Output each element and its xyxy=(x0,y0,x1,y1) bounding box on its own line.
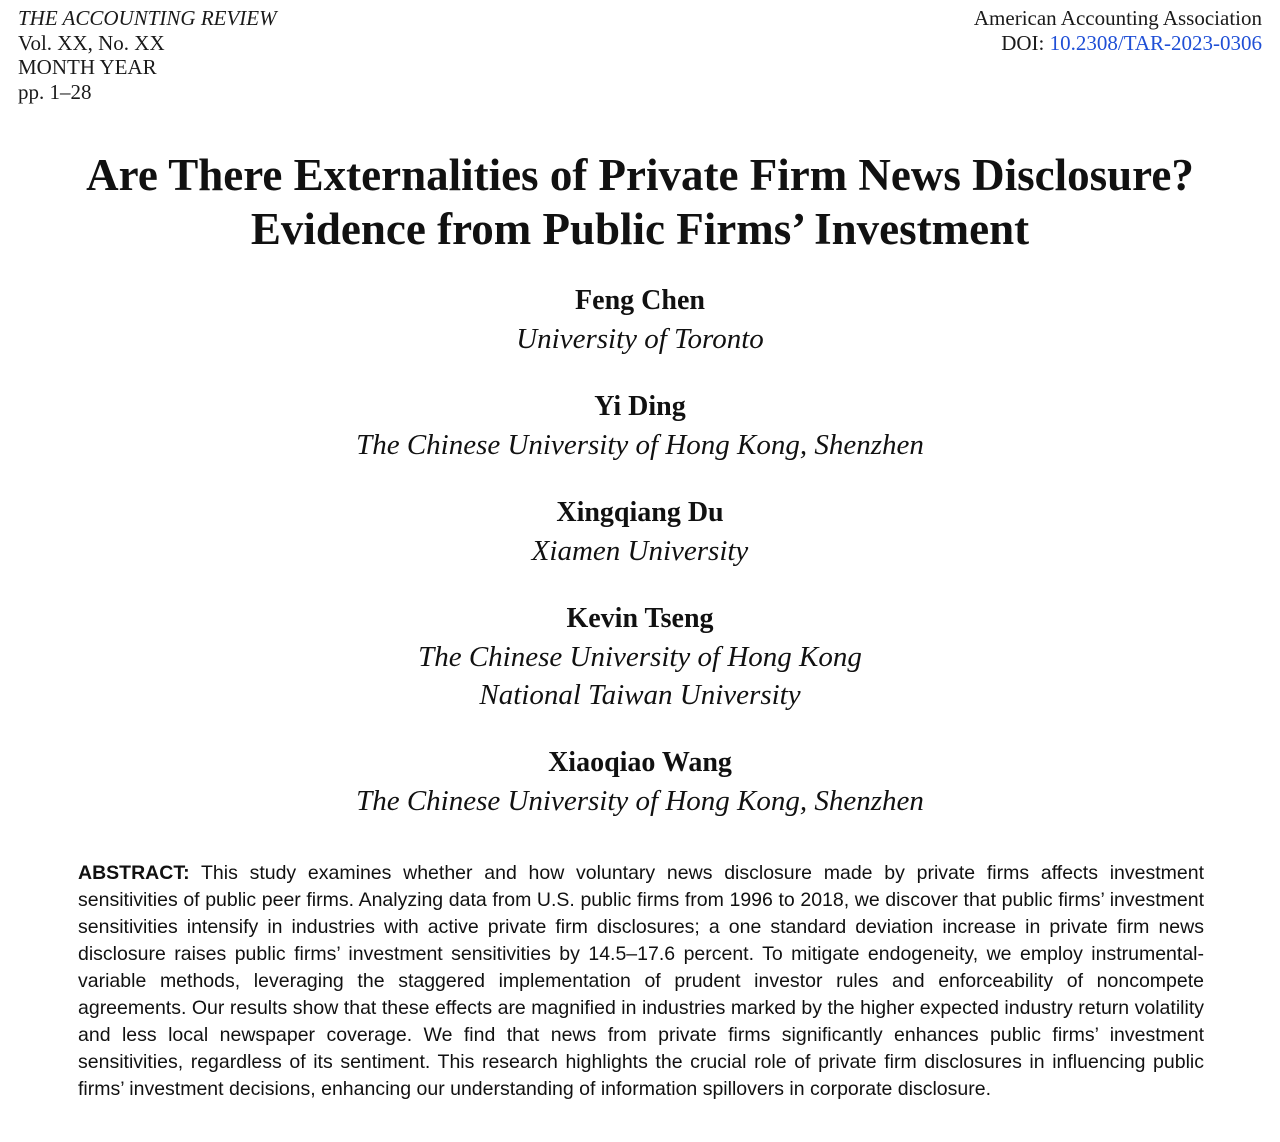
author-block xyxy=(0,388,1280,464)
author-affiliation: The Chinese University of Hong Kong, Shenzhen xyxy=(356,785,924,817)
author-affiliation: Xiamen University xyxy=(531,535,749,567)
journal-name: THE ACCOUNTING REVIEW xyxy=(18,6,277,30)
abstract xyxy=(78,860,1204,1103)
author-name: Kevin Tseng xyxy=(566,603,714,634)
publisher-info xyxy=(974,6,1262,55)
title-line-2: Evidence from Public Firms’ Investment xyxy=(250,204,1030,254)
title-line-1: Are There Externalities of Private Firm News Disclosure? xyxy=(86,150,1194,200)
page-range: pp. 1–28 xyxy=(18,79,92,104)
doi-label: DOI: xyxy=(1001,30,1045,55)
author-name: Xiaoqiao Wang xyxy=(548,747,732,778)
author-name: Xingqiang Du xyxy=(556,497,724,528)
author-affiliation: National Taiwan University xyxy=(479,679,801,711)
author-affiliation: The Chinese University of Hong Kong xyxy=(418,641,862,673)
author-block xyxy=(0,494,1280,570)
author-name: Yi Ding xyxy=(594,391,686,422)
author-affiliation: The Chinese University of Hong Kong, Shenzhen xyxy=(356,429,924,461)
abstract-label: ABSTRACT: xyxy=(78,862,190,884)
author-block xyxy=(0,282,1280,358)
author-block xyxy=(0,600,1280,714)
volume-issue: Vol. XX, No. XX xyxy=(18,30,165,55)
doi-line xyxy=(974,31,1262,56)
publisher-name: American Accounting Association xyxy=(973,6,1262,30)
paper-title xyxy=(0,148,1280,256)
abstract-text: This study examines whether and how voluntary news disclosure made by private firms affects investment sensitivities of public peer firms. Analyzing data from U.S. public firms from 1996 to 2018, we discover that public firms’ investment sensitivities intensify in industries with active private firm disclosures; a one standard deviation increase in private firm news disclosure raises public firms’ investment sensitivities by 14.5–17.6 percent. To mitigate endogeneity, we employ instrumental-variable methods, leveraging the staggered implementation of prudent investor rules and enforceability of noncompete agreements. Our results show that these effects are magnified in industries marked by the higher expected industry return volatility and less local newspaper coverage. We find that news from private firms significantly enhances public firms’ investment sensitivities, regardless of its sentiment. This research highlights the crucial role of private firm disclosures in influencing public firms’ investment decisions, enhancing our understanding of information spillovers in corporate disclosure. xyxy=(78,862,1204,1100)
author-name: Feng Chen xyxy=(575,285,705,316)
doi-link[interactable]: 10.2308/TAR-2023-0306 xyxy=(1049,30,1262,55)
journal-info xyxy=(18,6,277,104)
author-affiliation: University of Toronto xyxy=(516,323,764,355)
publication-date: MONTH YEAR xyxy=(18,55,157,79)
author-list xyxy=(0,282,1280,850)
author-block xyxy=(0,744,1280,820)
